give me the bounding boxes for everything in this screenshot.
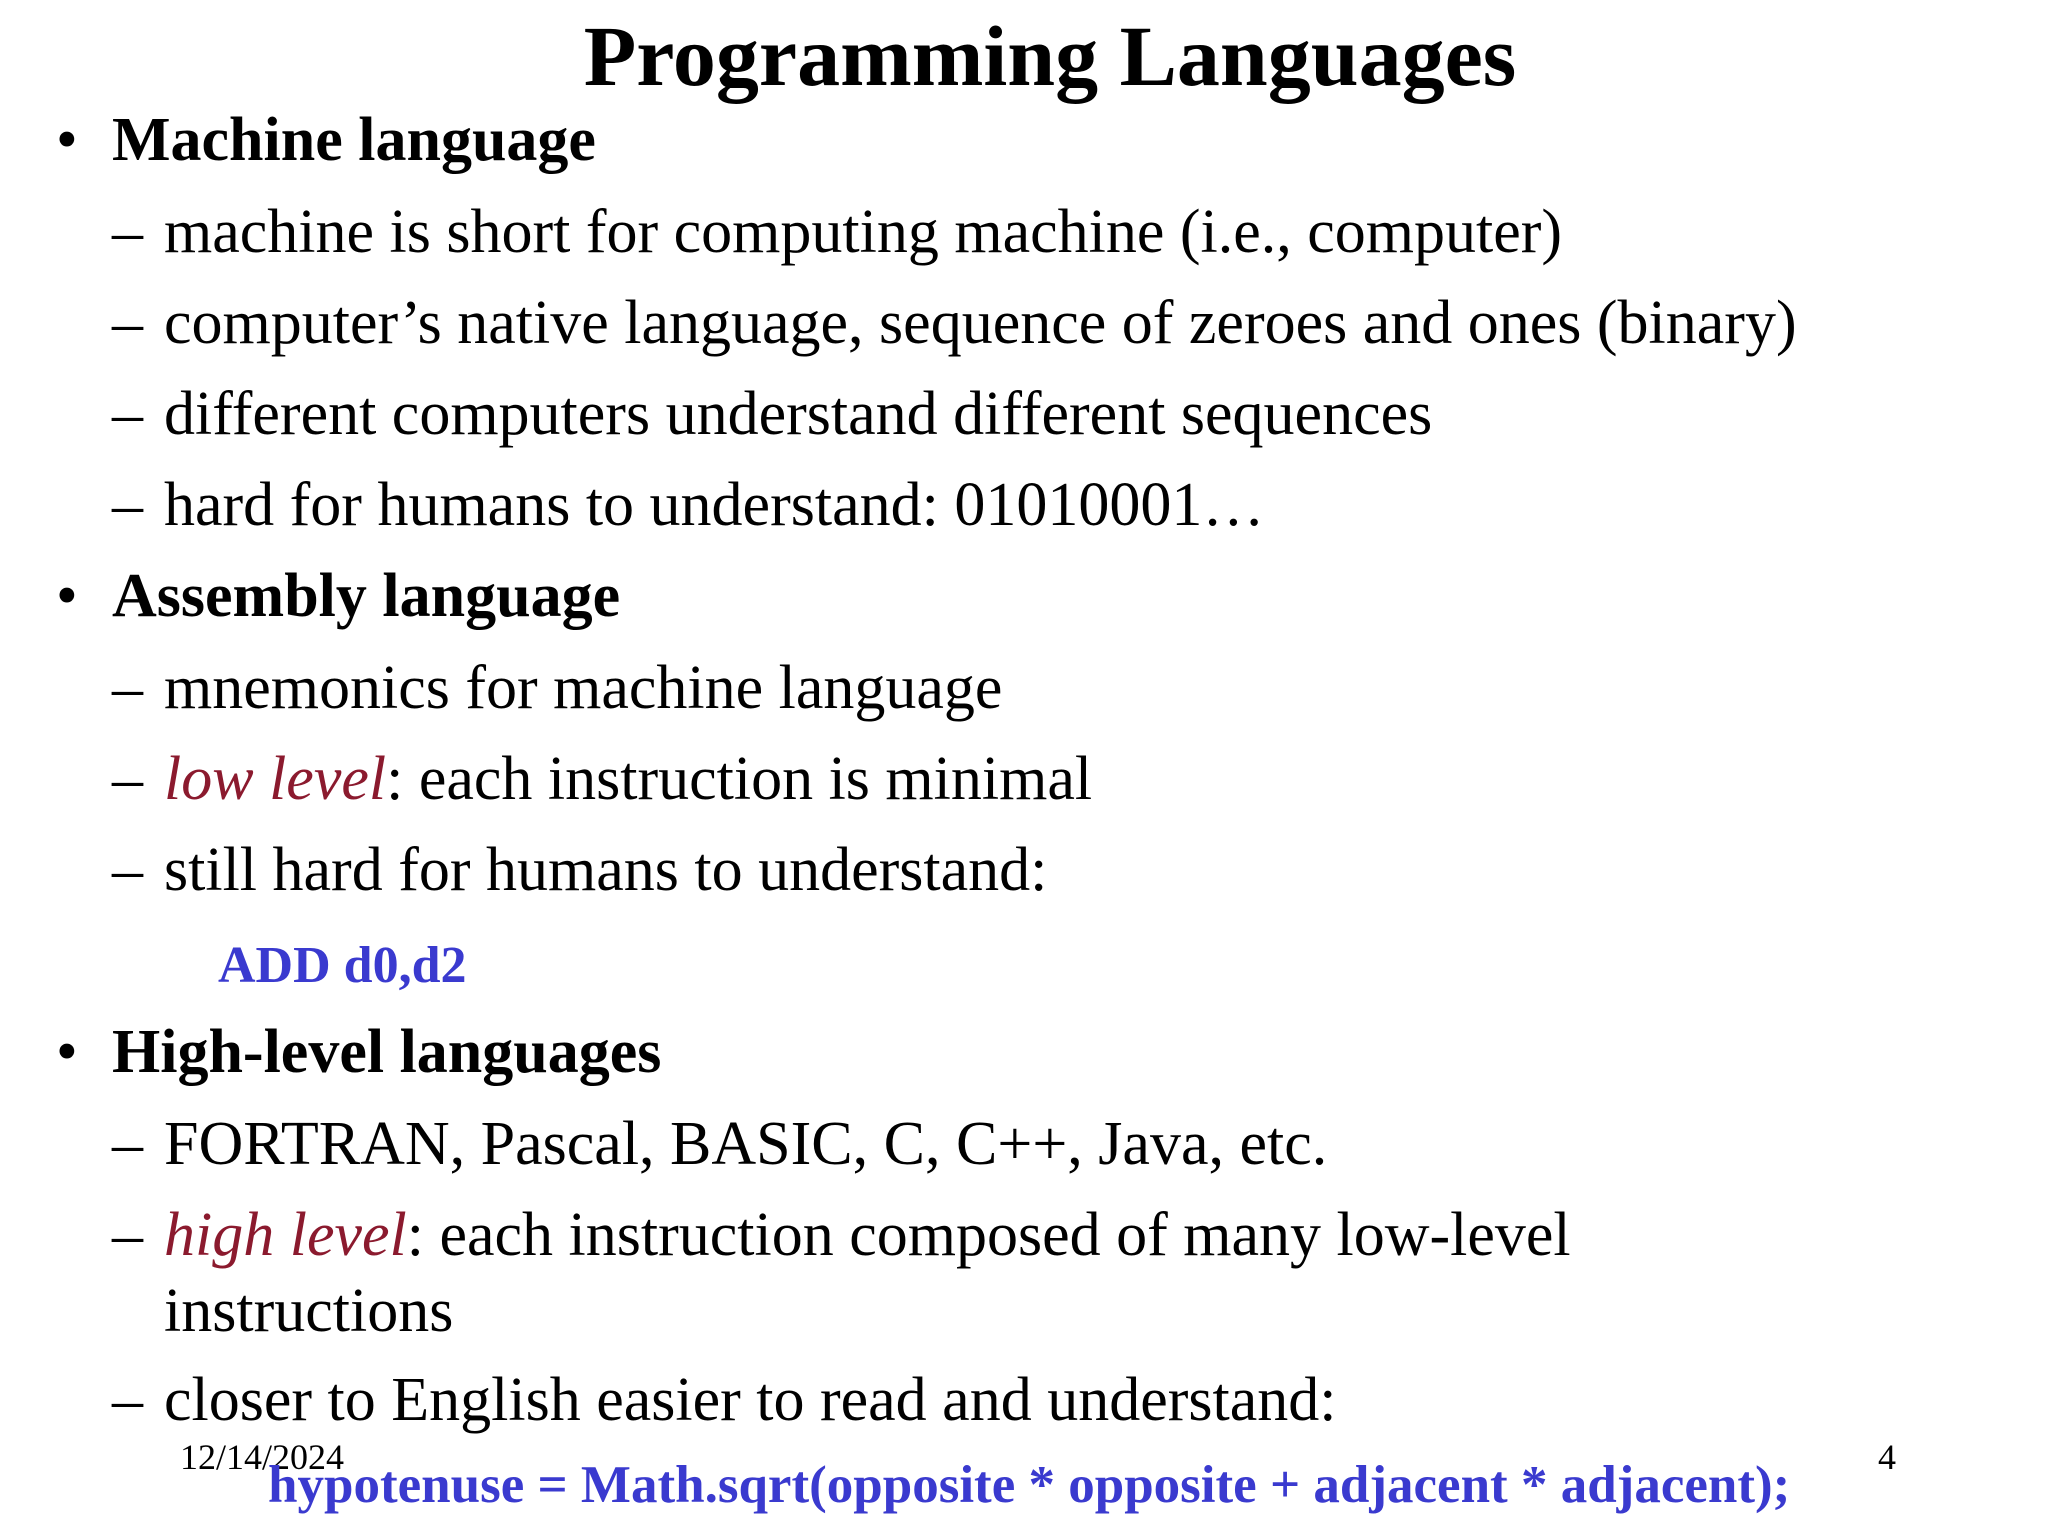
sub-item-text: mnemonics for machine language — [164, 654, 1003, 722]
emphasis-term: high level — [164, 1201, 407, 1269]
sub-item — [112, 1197, 1571, 1349]
sub-item — [112, 1106, 1327, 1182]
bullet-machine-language — [56, 102, 596, 178]
sub-item — [112, 832, 1047, 908]
dash-glyph: – — [112, 836, 143, 904]
bullet-glyph: • — [56, 562, 78, 630]
sub-item-text: : each instruction is minimal — [386, 745, 1093, 813]
sub-item-text: machine is short for computing machine (i.e., computer) — [164, 198, 1563, 266]
slide-title: Programming Languages — [583, 8, 1517, 104]
code-example-assembly: ADD d0,d2 — [218, 937, 467, 994]
sub-item — [112, 194, 1562, 270]
sub-item — [112, 1362, 1336, 1438]
sub-item-continuation: instructions — [164, 1277, 454, 1345]
dash-glyph: – — [112, 471, 143, 539]
sub-item-text: : each instruction composed of many low-level — [406, 1201, 1571, 1269]
sub-item — [112, 376, 1432, 452]
bullet-assembly-language — [56, 558, 620, 634]
emphasis-term: low level — [164, 745, 387, 813]
dash-glyph: – — [112, 289, 143, 357]
dash-glyph: – — [112, 745, 143, 813]
sub-item-text: hard for humans to understand: 01010001… — [164, 471, 1265, 539]
bullet-glyph: • — [56, 1018, 78, 1086]
dash-glyph: – — [112, 1366, 143, 1434]
sub-item — [112, 467, 1264, 543]
dash-glyph: – — [112, 1201, 143, 1269]
dash-glyph: – — [112, 1110, 143, 1178]
sub-item — [112, 650, 1002, 726]
footer-date: 12/14/2024 — [180, 1437, 345, 1477]
sub-item-text: closer to English easier to read and understand: — [164, 1366, 1337, 1434]
dash-glyph: – — [112, 654, 143, 722]
sub-item-text: different computers understand different sequences — [164, 380, 1433, 448]
bullet-heading: Machine language — [112, 106, 596, 174]
dash-glyph: – — [112, 380, 143, 448]
code-example-high-level: hypotenuse = Math.sqrt(opposite * opposite + adjacent * adjacent); — [268, 1456, 1791, 1514]
sub-item-text: computer’s native language, sequence of zeroes and ones (binary) — [164, 289, 1797, 357]
sub-item — [112, 741, 1092, 817]
bullet-heading: High-level languages — [112, 1018, 662, 1086]
bullet-high-level-languages — [56, 1014, 661, 1090]
bullet-heading: Assembly language — [112, 562, 621, 630]
sub-item-text: FORTRAN, Pascal, BASIC, C, C++, Java, etc. — [164, 1110, 1328, 1178]
footer-page-number: 4 — [1878, 1437, 1896, 1477]
bullet-glyph: • — [56, 106, 78, 174]
sub-item-text: still hard for humans to understand: — [164, 836, 1048, 904]
sub-item — [112, 285, 1797, 361]
dash-glyph: – — [112, 198, 143, 266]
